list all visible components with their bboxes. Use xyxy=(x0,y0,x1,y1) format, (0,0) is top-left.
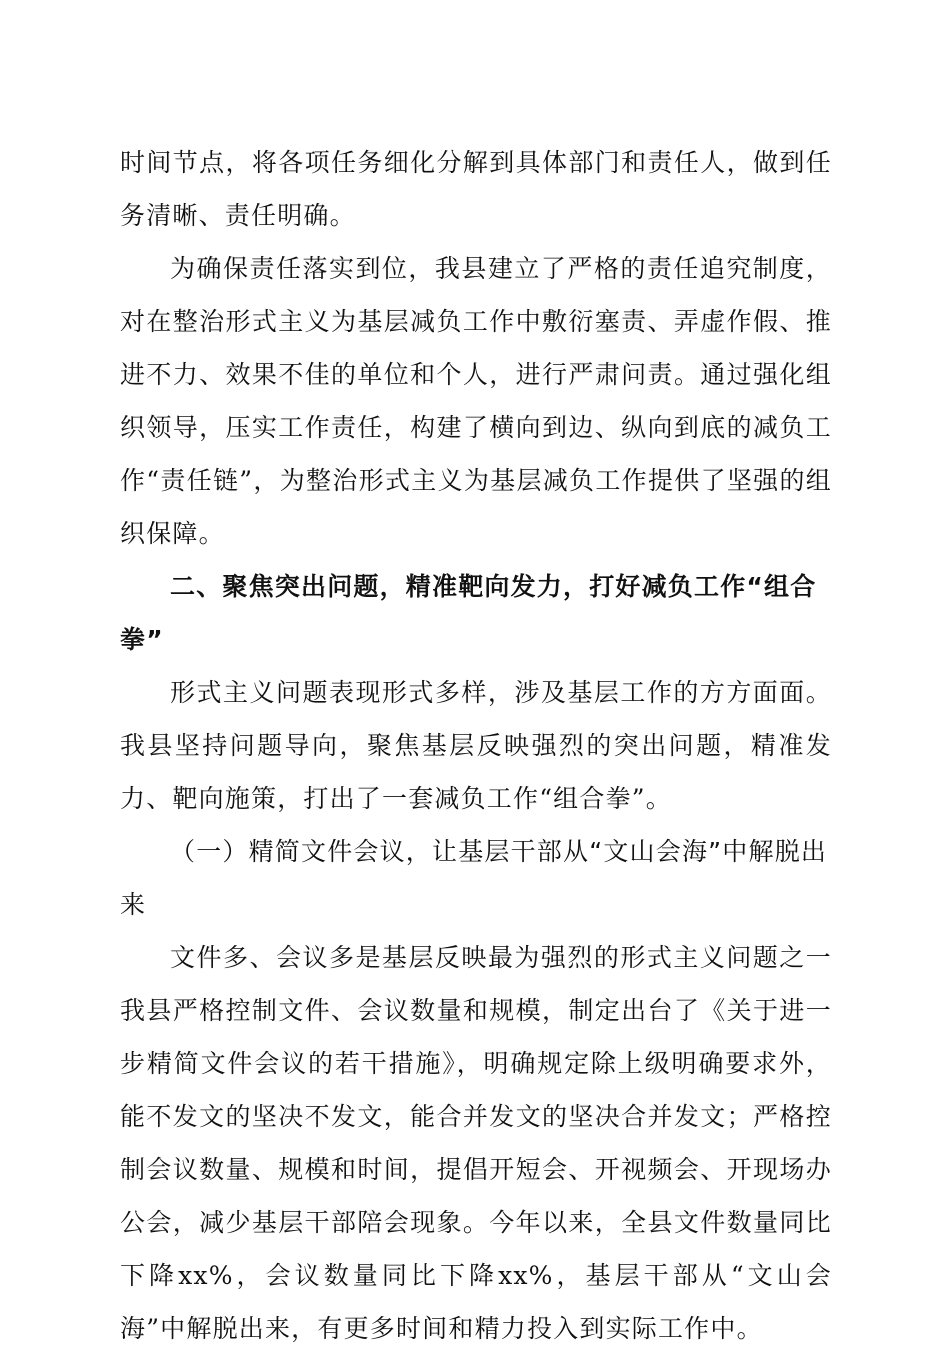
paragraph-problem-orientation: 形式主义问题表现形式多样，涉及基层工作的方方面面。我县坚持问题导向，聚焦基层反映强烈的突出问题，精准发力、靶向施策，打出了一套减负工作“组合拳”。 xyxy=(120,678,832,813)
paragraph-file-meeting-reduction: 文件多、会议多是基层反映最为强烈的形式主义问题之一我县严格控制文件、会议数量和规模，制定出台了《关于进一步精简文件会议的若干措施》，明确规定除上级明确要求外，能不发文的坚决不发文，能合并发文的坚决合并发文；严格控制会议数量、规模和时间，提倡开短会、开视频会、开现场办公会，减少基层干部陪会现象。今年以来，全县文件数量同比下降xx%，会议数量同比下降xx%，基层干部从“文山会海”中解脱出来，有更多时间和精力投入到实际工作中。 xyxy=(120,943,832,1343)
section-heading-2: 二、聚焦突出问题，精准靶向发力，打好减负工作“组合拳” xyxy=(120,572,817,654)
paragraph-continuation: 时间节点，将各项任务细化分解到具体部门和责任人，做到任务清晰、责任明确。 xyxy=(120,148,832,230)
paragraph-accountability: 为确保责任落实到位，我县建立了严格的责任追究制度，对在整治形式主义为基层减负工作中敷衍塞责、弄虚作假、推进不力、效果不佳的单位和个人，进行严肃问责。通过强化组织领导，压实工作责任，构建了横向到边、纵向到底的减负工作“责任链”，为整治形式主义为基层减负工作提供了坚强的组织保障。 xyxy=(120,254,832,548)
document-body xyxy=(120,136,832,1355)
subsection-heading-1: （一）精简文件会议，让基层干部从“文山会海”中解脱出来 xyxy=(120,837,828,919)
